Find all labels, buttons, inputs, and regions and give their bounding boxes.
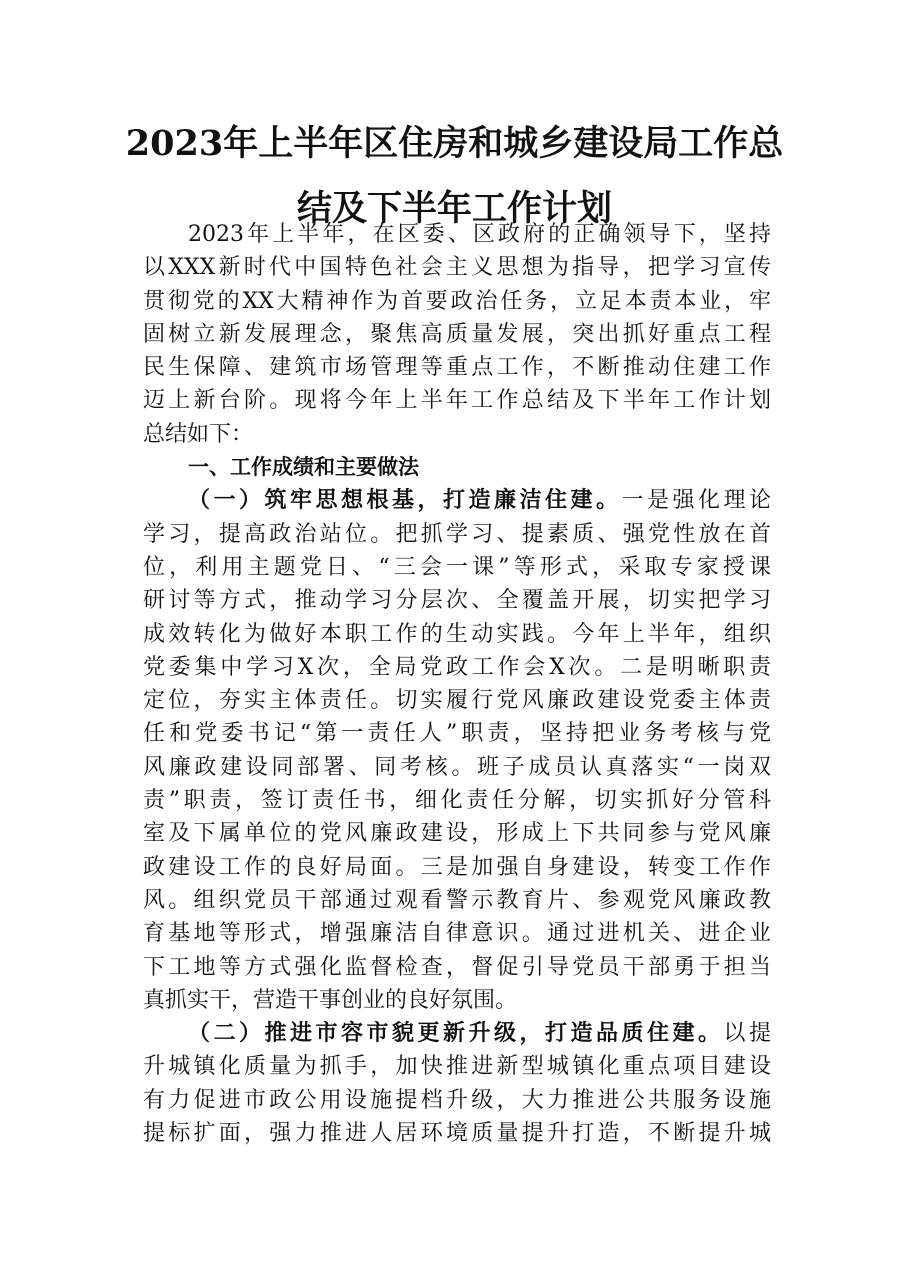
paragraph-line: 政建设工作的良好局面。三是加强自身建设，转变工作作: [143, 854, 771, 880]
paragraph-line: 风廉政建设同部署、同考核。班子成员认真落实“一岗双: [143, 754, 771, 780]
paragraph-line: 真抓实干，营造干事创业的良好氛围。: [143, 987, 518, 1013]
paragraph-line: 迈上新台阶。现将今年上半年工作总结及下半年工作计划: [143, 388, 771, 414]
section-heading: 一、工作成绩和主要做法: [188, 455, 419, 480]
document-title-line-2: 结及下半年工作计划: [296, 188, 612, 229]
document-body: [143, 218, 771, 1150]
paragraph-line: 总结如下：: [143, 421, 254, 447]
paragraph-line: 风。组织党员干部通过观看警示教育片、参观党风廉政教: [143, 887, 771, 913]
paragraph-line: 2023年上半年，在区委、区政府的正确领导下，坚持: [188, 222, 771, 247]
paragraph-line: 下工地等方式强化监督检查，督促引导党员干部勇于担当: [143, 954, 771, 980]
paragraph-line: 位，利用主题党日、“三会一课”等形式，采取专家授课: [143, 554, 771, 580]
document-title-line-1: 2023年上半年区住房和城乡建设局工作总: [125, 123, 784, 164]
paragraph-line: [143, 1017, 771, 1050]
paragraph-line: 贯彻党的XX大精神作为首要政治任务，立足本责本业，牢: [143, 288, 771, 314]
paragraph-line: 责”职责，签订责任书，细化责任分解，切实抓好分管科: [143, 788, 771, 814]
paragraph-line: 以XXX新时代中国特色社会主义思想为指导，把学习宣传: [143, 255, 771, 281]
paragraph-line: 成效转化为做好本职工作的生动实践。今年上半年，组织: [143, 621, 771, 647]
paragraph-line: 定位，夯实主体责任。切实履行党风廉政建设党委主体责: [143, 688, 771, 714]
paragraph-text: 以提: [723, 1021, 771, 1047]
paragraph-line: 育基地等形式，增强廉洁自律意识。通过进机关、进企业: [143, 921, 771, 947]
paragraph-line: [143, 484, 771, 517]
subsection-heading: （一）筑牢思想根基，打造廉洁住建。: [188, 487, 622, 514]
paragraph-line: 升城镇化质量为抓手，加快推进新型城镇化重点项目建设: [143, 1054, 771, 1080]
subsection-heading: （二）推进市容市貌更新升级，打造品质住建。: [188, 1020, 724, 1047]
paragraph-line: 党委集中学习X次，全局党政工作会X次。二是明晰职责: [143, 654, 771, 680]
paragraph-line: 学习，提高政治站位。把抓学习、提素质、强党性放在首: [143, 521, 771, 547]
paragraph-line: 室及下属单位的党风廉政建设，形成上下共同参与党风廉: [143, 821, 771, 847]
paragraph-line: 任和党委书记“第一责任人”职责，坚持把业务考核与党: [143, 721, 771, 747]
paragraph-line: 提标扩面，强力推进人居环境质量提升打造，不断提升城: [143, 1121, 771, 1147]
paragraph-line: 研讨等方式，推动学习分层次、全覆盖开展，切实把学习: [143, 588, 771, 614]
paragraph-line: 有力促进市政公用设施提档升级，大力推进公共服务设施: [143, 1087, 771, 1113]
paragraph-line: 固树立新发展理念，聚焦高质量发展，突出抓好重点工程: [143, 321, 771, 347]
paragraph-line: 民生保障、建筑市场管理等重点工作，不断推动住建工作: [143, 355, 771, 381]
paragraph-text: 一是强化理论: [621, 488, 771, 514]
